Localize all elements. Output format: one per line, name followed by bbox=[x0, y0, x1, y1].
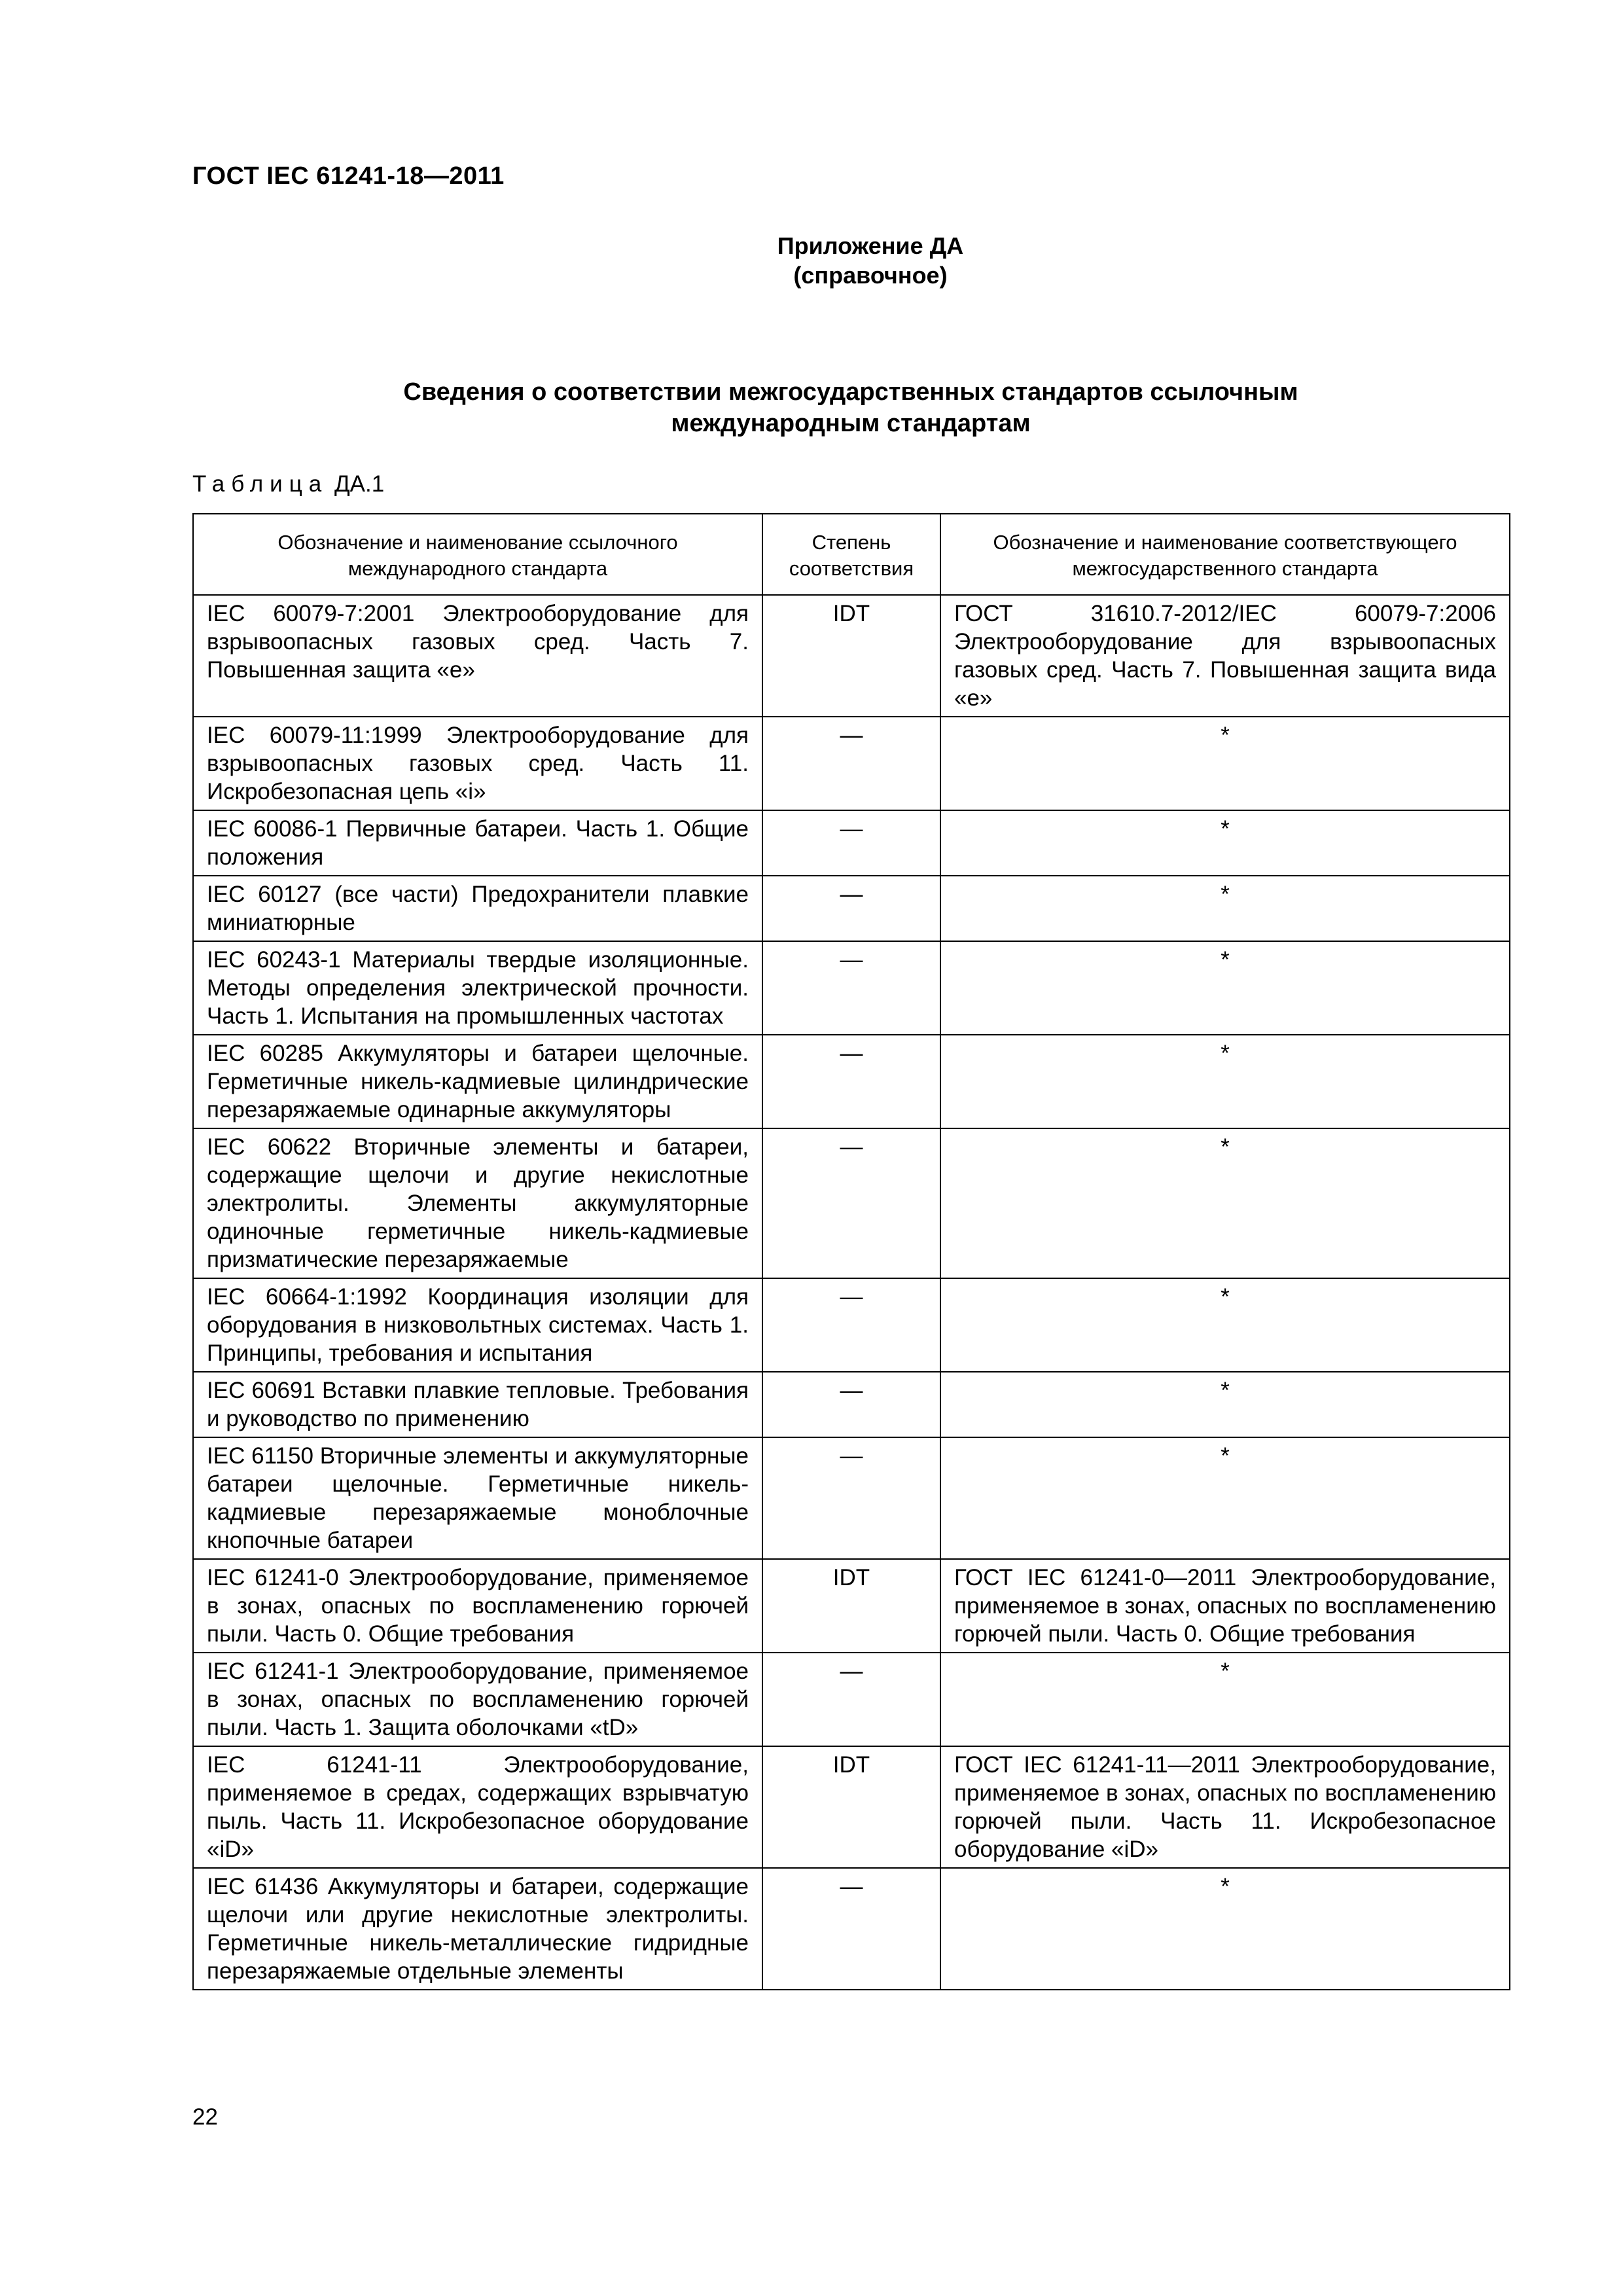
table-row bbox=[193, 1035, 1510, 1128]
cell-interstate-standard: * bbox=[940, 876, 1510, 941]
cell-interstate-standard: * bbox=[940, 717, 1510, 810]
cell-degree-of-conformity: IDT bbox=[762, 595, 940, 717]
table-row bbox=[193, 876, 1510, 941]
table-row bbox=[193, 1653, 1510, 1746]
cell-international-standard: IEC 60622 Вторичные элементы и батареи, содержащие щелочи и другие некислотные электролиты. Элементы аккумуляторные одиночные герметичные никель-кадмиевые призматические перезаряжаемые bbox=[193, 1128, 762, 1278]
cell-international-standard: IEC 61241-1 Электрооборудование, применяемое в зонах, опасных по воспламенению горючей пыли. Часть 1. Защита оболочками «tD» bbox=[193, 1653, 762, 1746]
table-row bbox=[193, 1128, 1510, 1278]
cell-degree-of-conformity: — bbox=[762, 1035, 940, 1128]
cell-degree-of-conformity: — bbox=[762, 1278, 940, 1372]
cell-interstate-standard: ГОСТ 31610.7-2012/IEC 60079-7:2006 Электрооборудование для взрывоопасных газовых сред. Часть 7. Повышенная защита вида «е» bbox=[940, 595, 1510, 717]
reference-table bbox=[192, 513, 1510, 1990]
cell-interstate-standard: * bbox=[940, 1868, 1510, 1990]
cell-international-standard: IEC 60079-7:2001 Электрооборудование для взрывоопасных газовых сред. Часть 7. Повышенная защита «е» bbox=[193, 595, 762, 717]
cell-interstate-standard: * bbox=[940, 1128, 1510, 1278]
cell-degree-of-conformity: — bbox=[762, 1868, 940, 1990]
cell-international-standard: IEC 60243-1 Материалы твердые изоляционные. Методы определения электрической прочности. Часть 1. Испытания на промышленных частотах bbox=[193, 941, 762, 1035]
table-row bbox=[193, 1372, 1510, 1437]
table-row bbox=[193, 1868, 1510, 1990]
table-row bbox=[193, 1437, 1510, 1559]
table-row bbox=[193, 717, 1510, 810]
table-label-number: ДА.1 bbox=[334, 471, 385, 497]
cell-degree-of-conformity: — bbox=[762, 1128, 940, 1278]
cell-interstate-standard: * bbox=[940, 1437, 1510, 1559]
cell-interstate-standard: * bbox=[940, 1653, 1510, 1746]
table-row bbox=[193, 941, 1510, 1035]
cell-international-standard: IEC 60079-11:1999 Электрооборудование для взрывоопасных газовых сред. Часть 11. Искробезопасная цепь «i» bbox=[193, 717, 762, 810]
cell-degree-of-conformity: IDT bbox=[762, 1559, 940, 1653]
table-row bbox=[193, 810, 1510, 876]
cell-interstate-standard: * bbox=[940, 1278, 1510, 1372]
column-header-interstate: Обозначение и наименование соответствующего межгосударственного стандарта bbox=[940, 514, 1510, 595]
table-row bbox=[193, 1746, 1510, 1868]
page-number: 22 bbox=[192, 2104, 218, 2130]
cell-degree-of-conformity: IDT bbox=[762, 1746, 940, 1868]
table-header-row bbox=[193, 514, 1510, 595]
cell-degree-of-conformity: — bbox=[762, 717, 940, 810]
cell-degree-of-conformity: — bbox=[762, 1437, 940, 1559]
cell-international-standard: IEC 61241-0 Электрооборудование, применяемое в зонах, опасных по воспламенению горючей пыли. Часть 0. Общие требования bbox=[193, 1559, 762, 1653]
cell-interstate-standard: * bbox=[940, 1035, 1510, 1128]
table-label-prefix: Таблица bbox=[192, 471, 329, 497]
cell-interstate-standard: ГОСТ IEC 61241-0—2011 Электрооборудование, применяемое в зонах, опасных по воспламенению горючей пыли. Часть 0. Общие требования bbox=[940, 1559, 1510, 1653]
column-header-degree: Степень соответствия bbox=[762, 514, 940, 595]
cell-interstate-standard: * bbox=[940, 941, 1510, 1035]
table-label bbox=[192, 471, 384, 497]
cell-international-standard: IEC 61150 Вторичные элементы и аккумуляторные батареи щелочные. Герметичные никель-кадмиевые перезаряжаемые моноблочные кнопочные батареи bbox=[193, 1437, 762, 1559]
table-row bbox=[193, 1559, 1510, 1653]
cell-degree-of-conformity: — bbox=[762, 810, 940, 876]
cell-interstate-standard: * bbox=[940, 1372, 1510, 1437]
cell-interstate-standard: ГОСТ IEC 61241-11—2011 Электрооборудование, применяемое в зонах, опасных по воспламенению горючей пыли. Часть 11. Искробезопасное оборудование «iD» bbox=[940, 1746, 1510, 1868]
table-body bbox=[193, 595, 1510, 1990]
cell-degree-of-conformity: — bbox=[762, 876, 940, 941]
cell-international-standard: IEC 60086-1 Первичные батареи. Часть 1. Общие положения bbox=[193, 810, 762, 876]
annex-kind: (справочное) bbox=[793, 262, 948, 289]
cell-interstate-standard: * bbox=[940, 810, 1510, 876]
annex-title: Приложение ДА bbox=[777, 232, 964, 259]
table-row bbox=[193, 1278, 1510, 1372]
table-row bbox=[193, 595, 1510, 717]
page-title: Сведения о соответствии межгосударственных стандартов ссылочным международным стандартам bbox=[403, 378, 1298, 437]
cell-degree-of-conformity: — bbox=[762, 1653, 940, 1746]
cell-international-standard: IEC 60285 Аккумуляторы и батареи щелочные. Герметичные никель-кадмиевые цилиндрические перезаряжаемые одинарные аккумуляторы bbox=[193, 1035, 762, 1128]
cell-international-standard: IEC 60664-1:1992 Координация изоляции для оборудования в низковольтных системах. Часть 1. Принципы, требования и испытания bbox=[193, 1278, 762, 1372]
cell-international-standard: IEC 61241-11 Электрооборудование, применяемое в средах, содержащих взрывчатую пыль. Часть 11. Искробезопасное оборудование «iD» bbox=[193, 1746, 762, 1868]
cell-degree-of-conformity: — bbox=[762, 1372, 940, 1437]
cell-degree-of-conformity: — bbox=[762, 941, 940, 1035]
cell-international-standard: IEC 61436 Аккумуляторы и батареи, содержащие щелочи или другие некислотные электролиты. Герметичные никель-металлические гидридные перезаряжаемые отдельные элементы bbox=[193, 1868, 762, 1990]
document-code: ГОСТ IEC 61241-18—2011 bbox=[192, 162, 505, 190]
cell-international-standard: IEC 60127 (все части) Предохранители плавкие миниатюрные bbox=[193, 876, 762, 941]
cell-international-standard: IEC 60691 Вставки плавкие тепловые. Требования и руководство по применению bbox=[193, 1372, 762, 1437]
column-header-international: Обозначение и наименование ссылочного международного стандарта bbox=[193, 514, 762, 595]
